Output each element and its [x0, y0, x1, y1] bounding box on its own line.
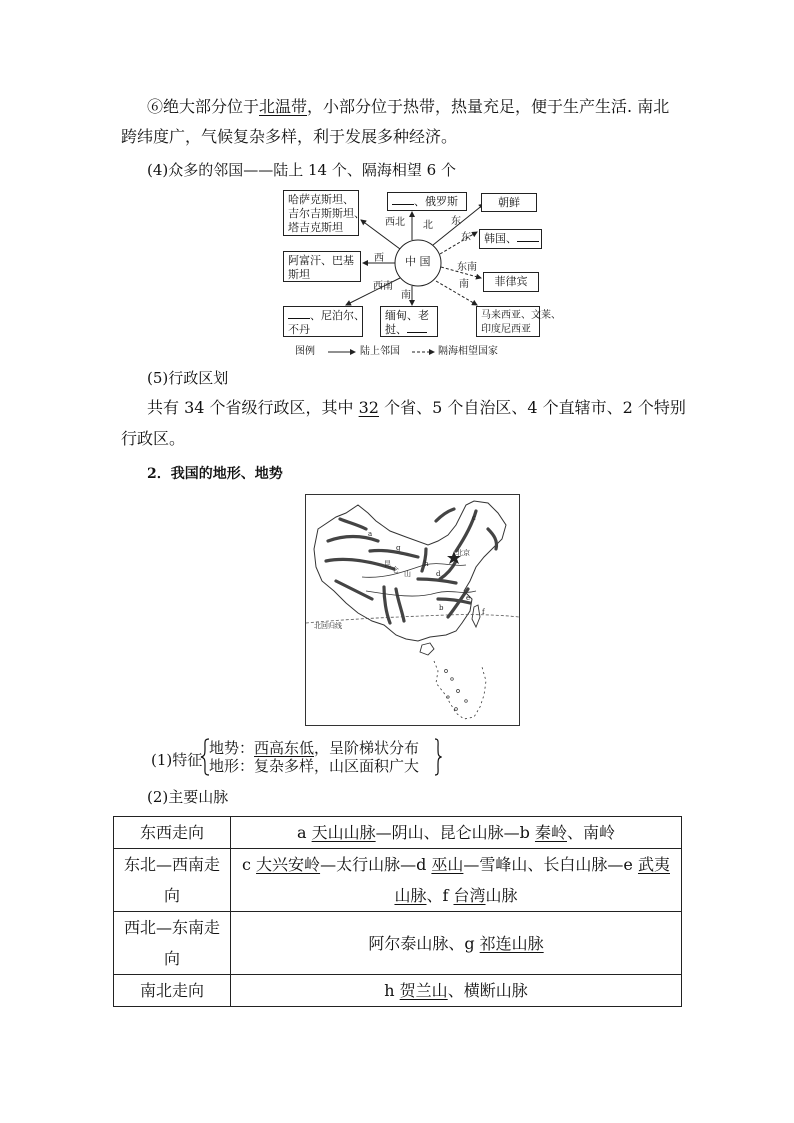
map-label-c: c: [472, 514, 476, 522]
text: 、南岭: [566, 823, 615, 842]
neighbors-diagram: [281, 190, 561, 360]
legend-sea-text: 隔海相望国家: [438, 346, 498, 357]
box-russia: [387, 192, 467, 211]
text: ，呈阶梯状分布: [314, 739, 420, 757]
box-afghanistan: [283, 251, 361, 282]
text: ⑥绝大部分位于: [147, 97, 260, 116]
map-label-e: e: [466, 594, 471, 602]
box-line: [385, 323, 433, 337]
table-row: [114, 975, 682, 1007]
box-malaysia: [476, 306, 561, 337]
box-myanmar: [380, 306, 438, 337]
text: —太行山脉—d: [320, 855, 432, 874]
map-label-h: h: [424, 560, 429, 568]
box-line: 印度尼西亚: [481, 324, 531, 335]
features-label: (1)特征: [151, 751, 203, 769]
text: —雪峰山、长白山脉—e: [463, 855, 638, 874]
legend-land-text: 陆上邻国: [360, 346, 400, 357]
text: 共有 34 个省级行政区，其中: [147, 398, 359, 417]
direction-cell: 南北走向: [114, 975, 231, 1007]
underlined-answer: 台湾: [453, 886, 486, 905]
admin-heading: (5)行政区划: [147, 369, 229, 387]
underlined-answer: 秦岭: [534, 823, 567, 842]
text: h: [384, 981, 400, 1000]
section-2-heading: 2．我国的地形、地势: [147, 466, 283, 482]
dir-southeast: 东南: [457, 262, 477, 273]
underlined-answer: 32: [358, 398, 379, 417]
box-line: 缅甸、老: [385, 309, 429, 322]
map-label-f: f: [482, 608, 485, 616]
mountains-table: [113, 816, 682, 1007]
box-line: 不丹: [288, 323, 310, 336]
box-line: 斯坦: [288, 268, 310, 281]
answer-blank: [407, 332, 427, 333]
text: 地势：: [209, 739, 255, 757]
dir-south: 南: [401, 290, 411, 301]
mountains-cell: [231, 817, 682, 849]
box-text: 韩国、: [484, 232, 517, 245]
china-terrain-map: [305, 494, 520, 726]
dir-northeast: 东: [451, 216, 461, 227]
table-row: [114, 912, 682, 975]
underlined-answer: 贺兰山: [399, 981, 448, 1000]
dir-east: 东: [461, 232, 471, 243]
map-label-g: g: [396, 544, 401, 552]
text: 、f: [426, 886, 454, 905]
text: —阴山、昆仑山脉—b: [375, 823, 535, 842]
box-line: 吉尔吉斯斯坦、: [288, 207, 365, 220]
box-philippines: 菲律宾: [483, 272, 539, 292]
map-label-beijing: 北京: [456, 549, 470, 557]
map-label-tropic: 北回归线: [314, 622, 342, 630]
box-line: 马来西亚、文莱、: [481, 310, 561, 321]
dir-west: 西: [374, 253, 384, 264]
dir-north: 北: [423, 220, 433, 231]
south-sea-islands: [445, 670, 468, 711]
box-text: 挝、: [385, 323, 407, 336]
underlined-answer: 武夷山脉: [394, 855, 670, 905]
map-label-d: d: [436, 570, 441, 578]
direction-cell: 东北—西南走向: [114, 849, 231, 912]
direction-cell: 西北—东南走向: [114, 912, 231, 975]
answer-blank: [517, 241, 539, 242]
underlined-answer: 天山山脉: [311, 823, 376, 842]
south-sea-boundary: [434, 661, 486, 719]
mountains-cell: [231, 912, 682, 975]
table-row: [114, 817, 682, 849]
map-label-kun: 昆: [384, 560, 391, 568]
map-label-lun: 仑: [392, 566, 399, 574]
taiwan-island: [472, 605, 480, 627]
legend-label: 图例: [295, 346, 315, 357]
underlined-answer: 大兴安岭: [256, 855, 321, 874]
text: ，小部分位于热带，热量充足，便于生产生活. 南北: [307, 97, 670, 116]
para-6-line-2: 跨纬度广，气候复杂多样，利于发展多种经济。: [121, 127, 458, 146]
china-label: 中 国: [405, 255, 431, 268]
box-south-korea: [479, 229, 542, 249]
mountains-heading: (2)主要山脉: [147, 788, 229, 806]
answer-blank: [288, 318, 310, 319]
text: a: [296, 823, 312, 842]
hainan-island: [420, 643, 434, 655]
map-drawing: [306, 495, 519, 725]
underlined-answer: 西高东低: [254, 739, 315, 757]
map-label-a: a: [368, 530, 373, 538]
para-6-line-1: [147, 97, 669, 117]
dir-southeast-2: 南: [459, 279, 469, 290]
underlined-answer: 巫山: [431, 855, 464, 874]
answer-blank: [392, 204, 414, 205]
admin-line-2: 行政区。: [121, 429, 186, 448]
arrow-sse: [436, 281, 477, 305]
box-central-asia: [283, 190, 365, 236]
table-row: [114, 849, 682, 912]
direction-cell: 东西走向: [114, 817, 231, 849]
box-text: 、尼泊尔、: [310, 309, 365, 322]
box-nepal: [283, 306, 363, 337]
features-line-2: 地形：复杂多样，山区面积广大: [209, 757, 420, 775]
text: 山脉: [485, 886, 518, 905]
mountains-cell: [231, 975, 682, 1007]
neighbors-heading: (4)众多的邻国——陆上 14 个、隔海相望 6 个: [147, 161, 456, 179]
box-line: 阿富汗、巴基: [288, 254, 354, 267]
box-line: [288, 309, 365, 323]
dir-southwest: 西南: [373, 281, 393, 292]
right-brace: [434, 738, 442, 776]
text: 个省、5 个自治区、4 个直辖市、2 个特别: [378, 398, 686, 417]
box-line: 塔吉克斯坦: [288, 221, 343, 234]
map-label-b: b: [439, 604, 444, 612]
admin-line-1: [147, 398, 686, 418]
text: c: [242, 855, 257, 874]
map-label-shan: 山: [404, 570, 411, 578]
mountains-cell: [231, 849, 682, 912]
box-text: 、俄罗斯: [414, 195, 458, 208]
box-north-korea: 朝鲜: [481, 193, 537, 212]
features-line-1: [209, 739, 419, 757]
underlined-answer: 祁连山脉: [479, 933, 544, 953]
underlined-answer: 北温带: [259, 97, 308, 116]
text: 、横断山脉: [447, 981, 528, 1000]
text: 阿尔泰山脉、g: [368, 933, 480, 953]
dir-northwest: 西北: [385, 217, 405, 228]
box-line: 哈萨克斯坦、: [288, 193, 354, 206]
